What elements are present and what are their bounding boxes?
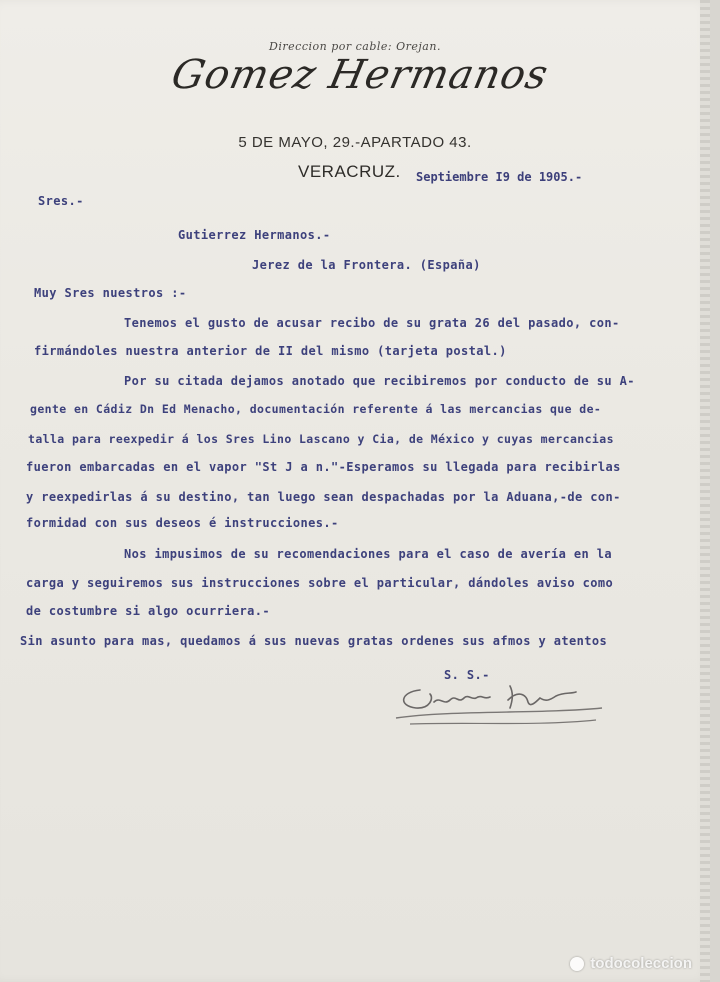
company-address: 5 DE MAYO, 29.-APARTADO 43.: [238, 134, 472, 151]
body-line: Tenemos el gusto de acusar recibo de su grata 26 del pasado, con-: [124, 316, 620, 330]
body-line: firmándoles nuestra anterior de II del mismo (tarjeta postal.): [34, 344, 507, 358]
watermark-text: todocoleccion: [590, 955, 692, 972]
body-line: gente en Cádiz Dn Ed Menacho, documentación referente á las mercancias que de-: [30, 402, 602, 416]
body-line: carga y seguiremos sus instrucciones sobre el particular, dándoles aviso como: [26, 576, 614, 590]
salutation-short: Sres.-: [38, 194, 84, 208]
body-line: de costumbre si algo ocurriera.-: [26, 604, 270, 618]
body-line: fueron embarcadas en el vapor "St J a n."-Esperamos su llegada para recibirlas: [26, 460, 621, 474]
cable-address: Direccion por cable: Orejan.: [269, 40, 441, 53]
city: VERACRUZ.: [298, 162, 401, 181]
letter-date: Septiembre I9 de 1905.-: [416, 170, 583, 184]
body-line: y reexpedirlas á su destino, tan luego sean despachadas por la Aduana,-de con-: [26, 490, 621, 504]
body-line: Por su citada dejamos anotado que recibiremos por conducto de su A-: [124, 374, 635, 388]
recipient-location: Jerez de la Frontera. (España): [252, 258, 481, 272]
closing: S. S.-: [444, 668, 490, 682]
body-line: Sin asunto para mas, quedamos á sus nuevas gratas ordenes sus afmos y atentos: [20, 634, 608, 648]
greeting: Muy Sres nuestros :-: [34, 286, 187, 300]
watermark: [570, 955, 692, 972]
body-line: talla para reexpedir á los Sres Lino Lascano y Cia, de México y cuyas mercancias: [28, 432, 614, 446]
body-line: formidad con sus deseos é instrucciones.-: [26, 516, 339, 530]
body-line: Nos impusimos de su recomendaciones para el caso de avería en la: [124, 547, 612, 561]
handwritten-signature: [390, 672, 610, 742]
recipient-name: Gutierrez Hermanos.-: [178, 228, 331, 242]
company-name: Gomez Hermanos: [167, 52, 553, 98]
watermark-logo-icon: [570, 957, 584, 971]
